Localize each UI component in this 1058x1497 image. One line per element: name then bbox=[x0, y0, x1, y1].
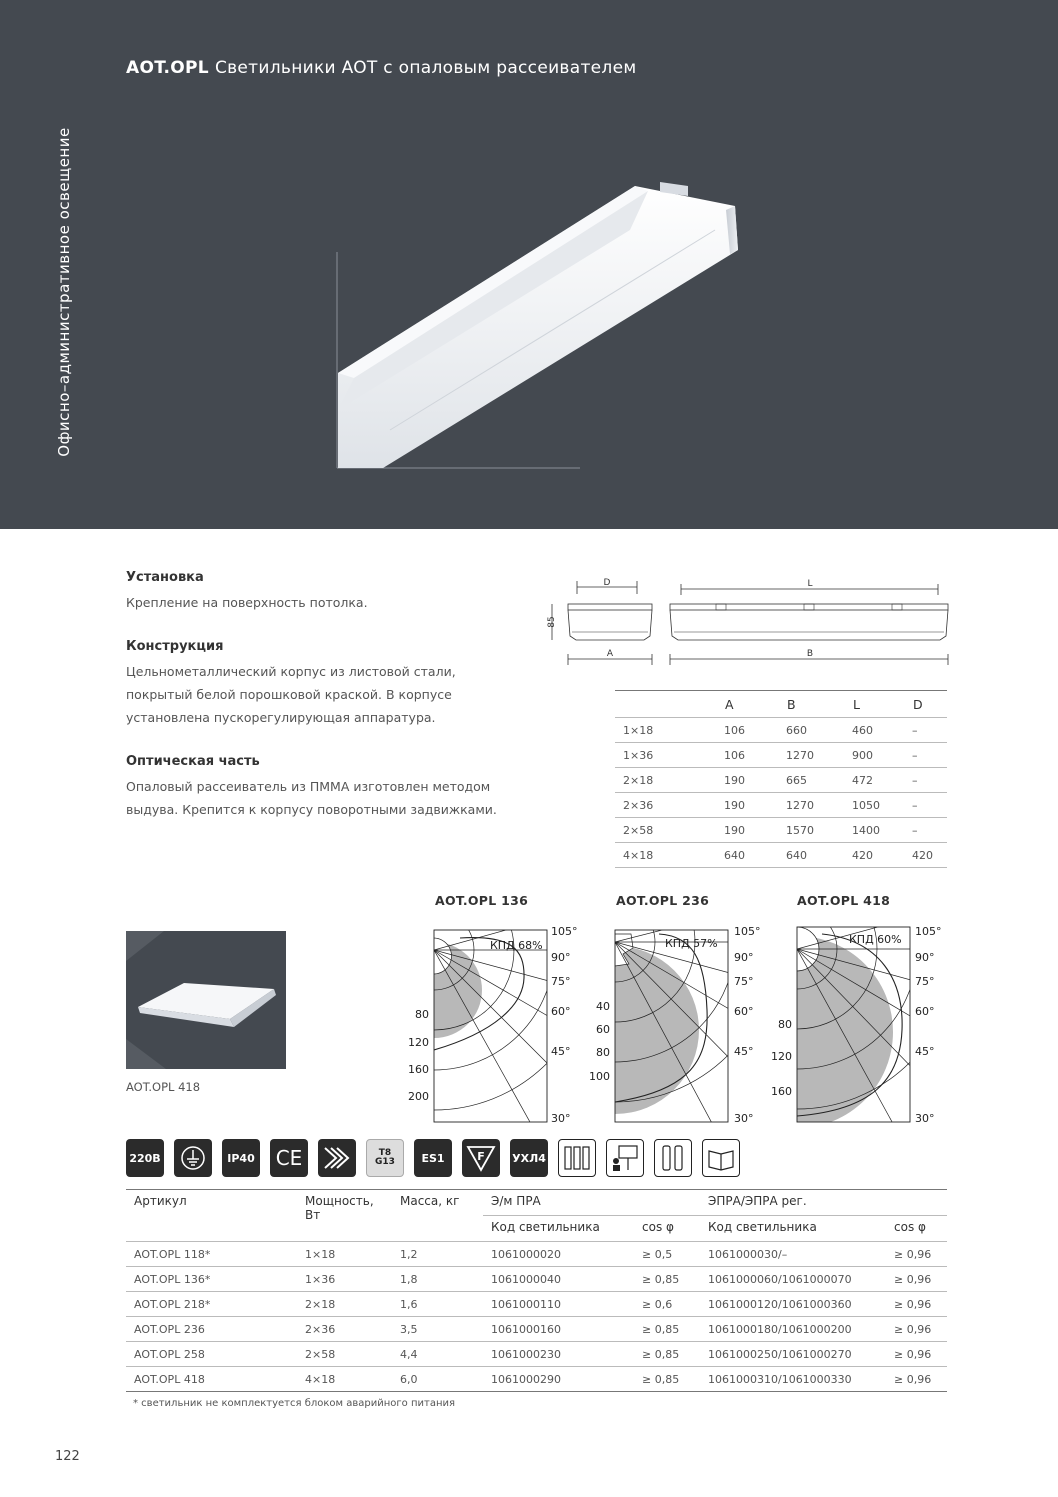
cell-mass: 1,8 bbox=[392, 1267, 483, 1292]
section-heading-construction: Конструкция bbox=[126, 639, 224, 654]
dim-cell: 2×36 bbox=[615, 793, 724, 818]
product-header-row-1 bbox=[126, 1190, 947, 1216]
table-row bbox=[615, 793, 947, 818]
lamp-base-label: G13 bbox=[375, 1157, 395, 1167]
dim-cell: 472 bbox=[852, 768, 912, 793]
dim-cell: 190 bbox=[724, 818, 786, 843]
cell-epra-code: 1061000250/1061000270 bbox=[700, 1342, 886, 1367]
product-thumbnail bbox=[126, 931, 286, 1069]
cell-em-cos: ≥ 0,85 bbox=[634, 1367, 700, 1392]
es-badge bbox=[414, 1139, 452, 1177]
certification-icons bbox=[126, 1139, 746, 1177]
cell-epra-cos: ≥ 0,96 bbox=[886, 1242, 947, 1267]
thumbnail-caption: AOT.OPL 418 bbox=[126, 1080, 201, 1094]
cell-power: 2×58 bbox=[297, 1342, 392, 1367]
angle-label: 105° bbox=[551, 925, 578, 938]
dim-cell: 1270 bbox=[786, 743, 852, 768]
ip-label: IP40 bbox=[227, 1151, 255, 1165]
product-code: AOT.OPL bbox=[126, 58, 209, 78]
angle-label: 90° bbox=[734, 951, 754, 964]
cell-article: AOT.OPL 218* bbox=[126, 1292, 297, 1317]
dim-cell: 2×58 bbox=[615, 818, 724, 843]
angle-label: 30° bbox=[734, 1112, 754, 1125]
table-row bbox=[126, 1317, 947, 1342]
angle-label: 90° bbox=[915, 951, 935, 964]
angle-label: 75° bbox=[551, 975, 571, 988]
dim-cell: 190 bbox=[724, 793, 786, 818]
section-heading-installation: Установка bbox=[126, 570, 204, 585]
section-text-optics: Опаловый рассеиватель из ПММА изготовлен методом выдува. Крепится к корпусу поворотными задвижками. bbox=[126, 779, 497, 817]
cell-epra-code: 1061000030/– bbox=[700, 1242, 886, 1267]
radial-label: 60 bbox=[596, 1023, 610, 1036]
cell-epra-cos: ≥ 0,96 bbox=[886, 1317, 947, 1342]
dim-cell: 106 bbox=[724, 743, 786, 768]
f-mark-icon bbox=[462, 1139, 500, 1177]
ip-rating-badge bbox=[222, 1139, 260, 1177]
cell-epra-cos: ≥ 0,96 bbox=[886, 1267, 947, 1292]
cell-mass: 4,4 bbox=[392, 1342, 483, 1367]
cell-mass: 1,6 bbox=[392, 1292, 483, 1317]
dim-cell: – bbox=[912, 768, 947, 793]
cell-mass: 6,0 bbox=[392, 1367, 483, 1392]
cell-em-cos: ≥ 0,6 bbox=[634, 1292, 700, 1317]
table-row bbox=[615, 768, 947, 793]
table-row bbox=[126, 1342, 947, 1367]
cell-epra-code: 1061000180/1061000200 bbox=[700, 1317, 886, 1342]
radial-label: 80 bbox=[415, 1008, 429, 1021]
cell-article: AOT.OPL 136* bbox=[126, 1267, 297, 1292]
dim-header-l: L bbox=[852, 691, 912, 718]
cell-power: 4×18 bbox=[297, 1367, 392, 1392]
cell-em-cos: ≥ 0,5 bbox=[634, 1242, 700, 1267]
dim-cell: 4×18 bbox=[615, 843, 724, 868]
cell-power: 2×18 bbox=[297, 1292, 392, 1317]
header-em-ballast: Э/м ПРА bbox=[483, 1190, 700, 1216]
f-mark-label: F bbox=[477, 1150, 485, 1163]
cell-article: AOT.OPL 236 bbox=[126, 1317, 297, 1342]
hero-banner bbox=[0, 0, 1058, 529]
section-text-construction: Цельнометаллический корпус из листовой стали, покрытый белой порошковой краской. В корпусе установлена пускорегулирующая аппаратура. bbox=[126, 664, 456, 725]
angle-label: 60° bbox=[915, 1005, 935, 1018]
dim-cell: 1050 bbox=[852, 793, 912, 818]
angle-label: 90° bbox=[551, 951, 571, 964]
angle-label: 45° bbox=[551, 1045, 571, 1058]
cell-epra-code: 1061000060/1061000070 bbox=[700, 1267, 886, 1292]
angle-label: 105° bbox=[915, 925, 942, 938]
table-row bbox=[615, 843, 947, 868]
dim-cell: 640 bbox=[786, 843, 852, 868]
polar-chart-418 bbox=[762, 920, 942, 1130]
dim-cell: 665 bbox=[786, 768, 852, 793]
climate-badge bbox=[510, 1139, 548, 1177]
es-label: ES1 bbox=[421, 1151, 445, 1165]
dim-a-label: A bbox=[606, 649, 614, 659]
dimensions-table bbox=[615, 690, 947, 868]
cell-article: AOT.OPL 418 bbox=[126, 1367, 297, 1392]
header-epra: ЭПРА/ЭПРА рег. bbox=[700, 1190, 947, 1216]
cell-epra-cos: ≥ 0,96 bbox=[886, 1367, 947, 1392]
cell-em-cos: ≥ 0,85 bbox=[634, 1317, 700, 1342]
table-row bbox=[615, 818, 947, 843]
table-row bbox=[126, 1242, 947, 1267]
radial-label: 120 bbox=[771, 1050, 792, 1063]
eac-mark-icon bbox=[318, 1139, 356, 1177]
front-view bbox=[670, 604, 948, 610]
polar-title-418: AOT.OPL 418 bbox=[797, 893, 891, 908]
radial-label: 200 bbox=[408, 1090, 429, 1103]
cell-em-code: 1061000290 bbox=[483, 1367, 634, 1392]
section-side-label: Офисно–административное освещение bbox=[55, 127, 73, 457]
cell-power: 1×18 bbox=[297, 1242, 392, 1267]
cell-power: 2×36 bbox=[297, 1317, 392, 1342]
dim-cell: 2×18 bbox=[615, 768, 724, 793]
header-article: Артикул bbox=[126, 1190, 297, 1242]
table-row bbox=[126, 1367, 947, 1392]
product-title: Светильники AOT с опаловым рассеивателем bbox=[214, 58, 637, 78]
section-heading-optics: Оптическая часть bbox=[126, 754, 260, 769]
luminaire-photo bbox=[330, 170, 750, 480]
square-luminaire-image bbox=[126, 931, 286, 1069]
cell-em-code: 1061000230 bbox=[483, 1342, 634, 1367]
angle-label: 45° bbox=[734, 1045, 754, 1058]
polar-title-136: AOT.OPL 136 bbox=[435, 893, 529, 908]
header-epra-cos: cos φ bbox=[886, 1216, 947, 1242]
cell-em-cos: ≥ 0,85 bbox=[634, 1342, 700, 1367]
radial-label: 80 bbox=[596, 1046, 610, 1059]
dim-d-label: D bbox=[603, 578, 611, 588]
dim-header-b: B bbox=[786, 691, 852, 718]
cell-epra-cos: ≥ 0,96 bbox=[886, 1292, 947, 1317]
radial-label: 80 bbox=[778, 1018, 792, 1031]
product-table bbox=[126, 1189, 947, 1392]
table-row bbox=[615, 743, 947, 768]
dim-cell: 1270 bbox=[786, 793, 852, 818]
angle-label: 60° bbox=[734, 1005, 754, 1018]
dim-h-label: 85 bbox=[547, 616, 557, 628]
dim-l-label: L bbox=[807, 579, 813, 589]
dim-cell: 660 bbox=[786, 718, 852, 743]
page-title bbox=[126, 58, 636, 78]
angle-label: 30° bbox=[551, 1112, 571, 1125]
header-mass: Масса, кг bbox=[392, 1190, 483, 1242]
lamp-type-badge bbox=[366, 1139, 404, 1177]
cell-power: 1×36 bbox=[297, 1267, 392, 1292]
kpd-label: КПД 57% bbox=[665, 937, 718, 950]
header-power: Мощность, Вт bbox=[297, 1190, 392, 1242]
dim-cell: – bbox=[912, 793, 947, 818]
ce-mark-icon bbox=[270, 1139, 308, 1177]
table-row bbox=[126, 1267, 947, 1292]
angle-label: 45° bbox=[915, 1045, 935, 1058]
dim-cell: 900 bbox=[852, 743, 912, 768]
climate-label: УХЛ4 bbox=[512, 1151, 546, 1165]
ce-label: CE bbox=[275, 1146, 303, 1170]
radial-label: 100 bbox=[589, 1070, 610, 1083]
dim-cell: – bbox=[912, 818, 947, 843]
kpd-label: КПД 60% bbox=[849, 933, 902, 946]
table-row bbox=[615, 718, 947, 743]
footnote: * светильник не комплектуется блоком аварийного питания bbox=[133, 1398, 455, 1409]
cell-em-code: 1061000040 bbox=[483, 1267, 634, 1292]
page-number: 122 bbox=[55, 1449, 80, 1464]
radial-label: 120 bbox=[408, 1036, 429, 1049]
cell-article: AOT.OPL 258 bbox=[126, 1342, 297, 1367]
polar-chart-236 bbox=[581, 920, 761, 1130]
polar-title-236: AOT.OPL 236 bbox=[616, 893, 710, 908]
dim-cell: – bbox=[912, 718, 947, 743]
cell-em-code: 1061000110 bbox=[483, 1292, 634, 1317]
dim-header-empty bbox=[615, 691, 724, 718]
dim-cell: – bbox=[912, 743, 947, 768]
cell-article: AOT.OPL 118* bbox=[126, 1242, 297, 1267]
cell-em-code: 1061000020 bbox=[483, 1242, 634, 1267]
cell-mass: 3,5 bbox=[392, 1317, 483, 1342]
dim-cell: 1×18 bbox=[615, 718, 724, 743]
dim-cell: 1×36 bbox=[615, 743, 724, 768]
header-epra-code: Код светильника bbox=[700, 1216, 886, 1242]
cell-em-code: 1061000160 bbox=[483, 1317, 634, 1342]
dim-header-a: A bbox=[724, 691, 786, 718]
table-row bbox=[126, 1292, 947, 1317]
section-text-installation: Крепление на поверхность потолка. bbox=[126, 595, 368, 610]
manual-icon bbox=[702, 1139, 740, 1177]
cell-em-cos: ≥ 0,85 bbox=[634, 1267, 700, 1292]
lamp-tubes-icon bbox=[558, 1139, 596, 1177]
dimensions-header-row bbox=[615, 691, 947, 718]
dim-cell: 460 bbox=[852, 718, 912, 743]
angle-label: 60° bbox=[551, 1005, 571, 1018]
radial-label: 160 bbox=[771, 1085, 792, 1098]
dim-b-label: B bbox=[806, 649, 814, 659]
angle-label: 30° bbox=[915, 1112, 935, 1125]
cell-epra-cos: ≥ 0,96 bbox=[886, 1342, 947, 1367]
cell-mass: 1,2 bbox=[392, 1242, 483, 1267]
kpd-label: КПД 68% bbox=[490, 939, 543, 952]
mounting-icon bbox=[654, 1139, 692, 1177]
radial-label: 160 bbox=[408, 1063, 429, 1076]
cell-epra-code: 1061000310/1061000330 bbox=[700, 1367, 886, 1392]
header-em-code: Код светильника bbox=[483, 1216, 634, 1242]
office-use-icon bbox=[606, 1139, 644, 1177]
light-distribution bbox=[762, 936, 893, 1128]
dim-cell: 420 bbox=[912, 843, 947, 868]
polar-chart-136 bbox=[400, 920, 580, 1130]
angle-label: 75° bbox=[734, 975, 754, 988]
angle-label: 75° bbox=[915, 975, 935, 988]
angle-label: 105° bbox=[734, 925, 761, 938]
voltage-badge bbox=[126, 1139, 164, 1177]
header-em-cos: cos φ bbox=[634, 1216, 700, 1242]
dim-cell: 190 bbox=[724, 768, 786, 793]
cell-epra-code: 1061000120/1061000360 bbox=[700, 1292, 886, 1317]
dim-cell: 1570 bbox=[786, 818, 852, 843]
dim-cell: 640 bbox=[724, 843, 786, 868]
dim-cell: 420 bbox=[852, 843, 912, 868]
dim-cell: 106 bbox=[724, 718, 786, 743]
side-view bbox=[568, 604, 652, 610]
voltage-label: 220В bbox=[129, 1151, 161, 1165]
dim-header-d: D bbox=[912, 691, 947, 718]
ground-icon bbox=[174, 1139, 212, 1177]
dimension-drawing bbox=[540, 570, 952, 670]
dim-cell: 1400 bbox=[852, 818, 912, 843]
lamp-type-label: T8 bbox=[378, 1148, 392, 1158]
radial-label: 40 bbox=[596, 1000, 610, 1013]
